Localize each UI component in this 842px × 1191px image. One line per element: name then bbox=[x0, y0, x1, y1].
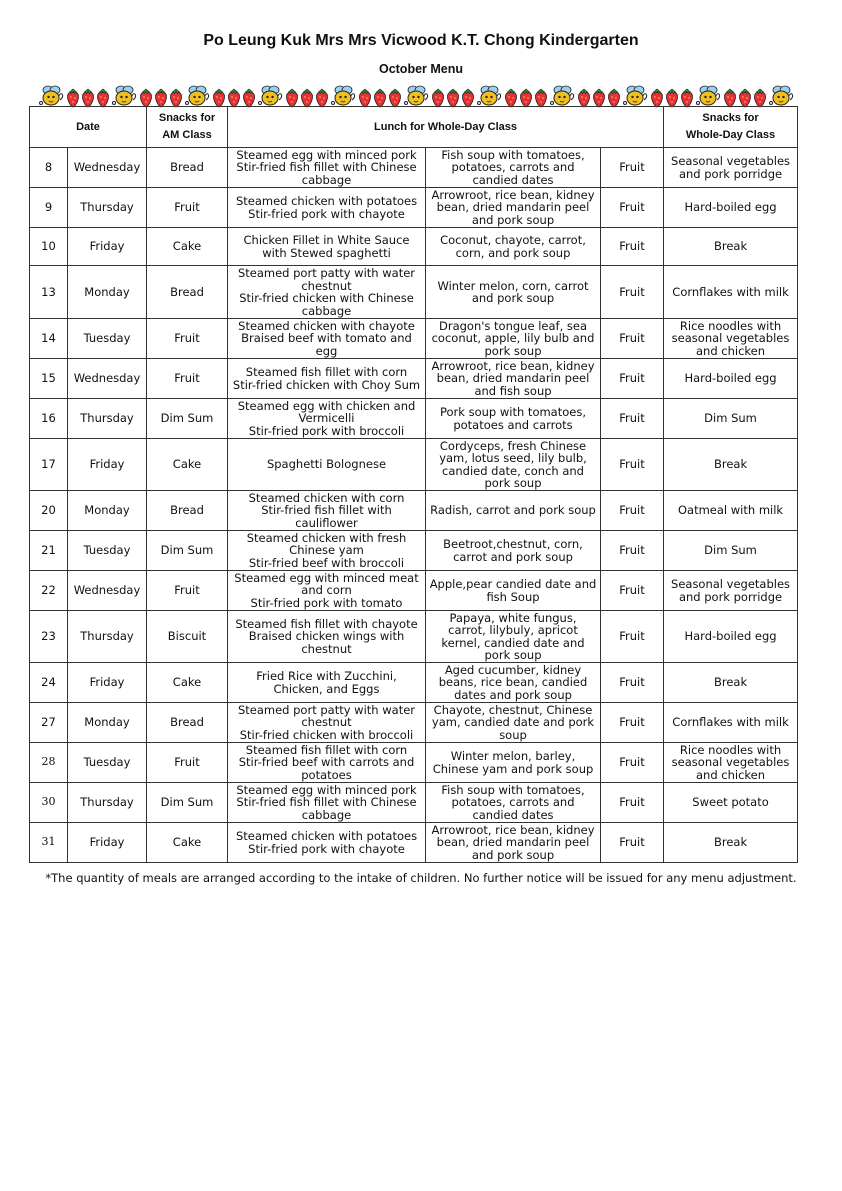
row-lunch-soup: Winter melon, corn, carrot and pork soup bbox=[426, 266, 601, 319]
row-lunch-soup: Chayote, chestnut, Chinese yam, candied date and pork soup bbox=[426, 703, 601, 743]
header-date: Date bbox=[30, 107, 147, 148]
strawberry-icon bbox=[97, 89, 108, 107]
row-wd-snack: Rice noodles with seasonal vegetables and chicken bbox=[664, 743, 798, 783]
strawberry-icon bbox=[82, 89, 93, 107]
row-day: Thursday bbox=[68, 783, 147, 823]
table-row bbox=[30, 228, 798, 266]
row-lunch-soup: Beetroot,chestnut, corn, carrot and pork soup bbox=[426, 531, 601, 571]
row-wd-snack: Dim Sum bbox=[664, 399, 798, 439]
row-lunch-main: Steamed chicken with chayote Braised beef with tomato and egg bbox=[228, 319, 426, 359]
bee-icon bbox=[113, 86, 136, 105]
row-date: 10 bbox=[30, 228, 68, 266]
page-subtitle: October Menu bbox=[378, 62, 464, 76]
row-day: Friday bbox=[68, 439, 147, 491]
page-title: Po Leung Kuk Mrs Mrs Vicwood K.T. Chong Kindergarten bbox=[203, 32, 639, 49]
table-row bbox=[30, 611, 798, 663]
row-lunch-main: Steamed egg with minced pork Stir-fried fish fillet with Chinese cabbage bbox=[228, 148, 426, 188]
row-wd-snack: Hard-boiled egg bbox=[664, 188, 798, 228]
row-lunch-main: Steamed fish fillet with corn Stir-fried beef with carrots and potatoes bbox=[228, 743, 426, 783]
table-row bbox=[30, 531, 798, 571]
row-date: 16 bbox=[30, 399, 68, 439]
footnote: *The quantity of meals are arranged according to the intake of children. No further notice will be issued for any menu adjustment. bbox=[45, 871, 797, 885]
strawberry-icon bbox=[228, 89, 239, 107]
row-fruit: Fruit bbox=[601, 823, 664, 863]
row-wd-snack: Oatmeal with milk bbox=[664, 491, 798, 531]
row-am-snack: Bread bbox=[147, 266, 228, 319]
row-lunch-main: Steamed fish fillet with chayote Braised chicken wings with chestnut bbox=[228, 611, 426, 663]
strawberry-icon bbox=[462, 89, 473, 107]
row-fruit: Fruit bbox=[601, 571, 664, 611]
row-lunch-soup: Pork soup with tomatoes, potatoes and carrots bbox=[426, 399, 601, 439]
row-lunch-main: Steamed egg with minced pork Stir-fried fish fillet with Chinese cabbage bbox=[228, 783, 426, 823]
strawberry-icon bbox=[243, 89, 254, 107]
strawberry-icon bbox=[608, 89, 619, 107]
row-fruit: Fruit bbox=[601, 703, 664, 743]
row-fruit: Fruit bbox=[601, 743, 664, 783]
row-wd-snack: Cornflakes with milk bbox=[664, 703, 798, 743]
row-am-snack: Cake bbox=[147, 663, 228, 703]
row-fruit: Fruit bbox=[601, 319, 664, 359]
header-lunch: Lunch for Whole-Day Class bbox=[228, 107, 664, 148]
strawberry-icon bbox=[155, 89, 166, 107]
table-row bbox=[30, 188, 798, 228]
row-date: 9 bbox=[30, 188, 68, 228]
row-date: 14 bbox=[30, 319, 68, 359]
strawberry-icon bbox=[301, 89, 312, 107]
table-header-row bbox=[30, 107, 798, 148]
row-day: Thursday bbox=[68, 611, 147, 663]
row-date: 24 bbox=[30, 663, 68, 703]
strawberry-icon bbox=[67, 89, 78, 107]
bee-icon bbox=[697, 86, 720, 105]
row-lunch-main: Steamed chicken with potatoes Stir-fried pork with chayote bbox=[228, 823, 426, 863]
row-wd-snack: Break bbox=[664, 663, 798, 703]
row-wd-snack: Seasonal vegetables and pork porridge bbox=[664, 148, 798, 188]
strawberry-icon bbox=[505, 89, 516, 107]
bee-icon bbox=[478, 86, 501, 105]
strawberry-icon bbox=[520, 89, 531, 107]
row-day: Friday bbox=[68, 228, 147, 266]
row-am-snack: Fruit bbox=[147, 743, 228, 783]
row-lunch-main: Steamed egg with chicken and Vermicelli Stir-fried pork with broccoli bbox=[228, 399, 426, 439]
strawberry-icon bbox=[535, 89, 546, 107]
row-lunch-soup: Apple,pear candied date and fish Soup bbox=[426, 571, 601, 611]
row-day: Tuesday bbox=[68, 531, 147, 571]
row-lunch-soup: Fish soup with tomatoes, potatoes, carrots and candied dates bbox=[426, 783, 601, 823]
row-am-snack: Fruit bbox=[147, 188, 228, 228]
row-day: Monday bbox=[68, 491, 147, 531]
table-row bbox=[30, 823, 798, 863]
row-day: Friday bbox=[68, 823, 147, 863]
row-lunch-main: Chicken Fillet in White Sauce with Stewed spaghetti bbox=[228, 228, 426, 266]
row-fruit: Fruit bbox=[601, 359, 664, 399]
row-lunch-main: Steamed chicken with potatoes Stir-fried pork with chayote bbox=[228, 188, 426, 228]
strawberry-icon bbox=[140, 89, 151, 107]
row-wd-snack: Break bbox=[664, 439, 798, 491]
row-lunch-soup: Papaya, white fungus, carrot, lilybuly, apricot kernel, candied date and pork soup bbox=[426, 611, 601, 663]
row-lunch-main: Steamed port patty with water chestnut Stir-fried chicken with broccoli bbox=[228, 703, 426, 743]
bee-icon bbox=[259, 86, 282, 105]
table-row bbox=[30, 743, 798, 783]
row-date: 8 bbox=[30, 148, 68, 188]
table-row bbox=[30, 266, 798, 319]
row-day: Tuesday bbox=[68, 319, 147, 359]
table-row bbox=[30, 703, 798, 743]
row-day: Monday bbox=[68, 703, 147, 743]
row-fruit: Fruit bbox=[601, 266, 664, 319]
row-lunch-soup: Arrowroot, rice bean, kidney bean, dried mandarin peel and pork soup bbox=[426, 188, 601, 228]
row-am-snack: Bread bbox=[147, 148, 228, 188]
strawberry-icon bbox=[447, 89, 458, 107]
strawberry-icon bbox=[213, 89, 224, 107]
strawberry-icon bbox=[739, 89, 750, 107]
row-date: 30 bbox=[30, 783, 68, 823]
row-fruit: Fruit bbox=[601, 439, 664, 491]
table-row bbox=[30, 319, 798, 359]
strawberry-icon bbox=[651, 89, 662, 107]
bee-icon bbox=[332, 86, 355, 105]
table-row bbox=[30, 571, 798, 611]
table-row bbox=[30, 783, 798, 823]
row-lunch-soup: Arrowroot, rice bean, kidney bean, dried mandarin peel and pork soup bbox=[426, 823, 601, 863]
row-lunch-main: Fried Rice with Zucchini, Chicken, and Eggs bbox=[228, 663, 426, 703]
row-day: Tuesday bbox=[68, 743, 147, 783]
row-wd-snack: Dim Sum bbox=[664, 531, 798, 571]
row-day: Friday bbox=[68, 663, 147, 703]
strawberry-icon bbox=[286, 89, 297, 107]
row-wd-snack: Hard-boiled egg bbox=[664, 359, 798, 399]
row-day: Wednesday bbox=[68, 571, 147, 611]
row-fruit: Fruit bbox=[601, 148, 664, 188]
table-row bbox=[30, 663, 798, 703]
row-day: Monday bbox=[68, 266, 147, 319]
row-fruit: Fruit bbox=[601, 663, 664, 703]
header-am-snack bbox=[147, 107, 228, 148]
row-lunch-soup: Aged cucumber, kidney beans, rice bean, candied dates and pork soup bbox=[426, 663, 601, 703]
row-fruit: Fruit bbox=[601, 399, 664, 439]
row-day: Thursday bbox=[68, 399, 147, 439]
strawberry-icon bbox=[170, 89, 181, 107]
bee-icon bbox=[405, 86, 428, 105]
header-wd-snack-line2: Whole-Day Class bbox=[685, 129, 776, 141]
strawberry-icon bbox=[432, 89, 443, 107]
row-wd-snack: Seasonal vegetables and pork porridge bbox=[664, 571, 798, 611]
row-am-snack: Bread bbox=[147, 491, 228, 531]
row-date: 15 bbox=[30, 359, 68, 399]
row-wd-snack: Hard-boiled egg bbox=[664, 611, 798, 663]
row-lunch-soup: Dragon's tongue leaf, sea coconut, apple, lily bulb and pork soup bbox=[426, 319, 601, 359]
row-lunch-soup: Fish soup with tomatoes, potatoes, carrots and candied dates bbox=[426, 148, 601, 188]
bee-icon bbox=[624, 86, 647, 105]
row-am-snack: Biscuit bbox=[147, 611, 228, 663]
row-wd-snack: Sweet potato bbox=[664, 783, 798, 823]
row-am-snack: Bread bbox=[147, 703, 228, 743]
row-wd-snack: Rice noodles with seasonal vegetables and chicken bbox=[664, 319, 798, 359]
strawberry-icon bbox=[724, 89, 735, 107]
row-am-snack: Cake bbox=[147, 228, 228, 266]
row-lunch-main: Steamed chicken with fresh Chinese yam Stir-fried beef with broccoli bbox=[228, 531, 426, 571]
row-fruit: Fruit bbox=[601, 188, 664, 228]
strawberry-icon bbox=[666, 89, 677, 107]
row-fruit: Fruit bbox=[601, 783, 664, 823]
bee-icon bbox=[40, 86, 63, 105]
row-am-snack: Dim Sum bbox=[147, 783, 228, 823]
menu-table bbox=[29, 106, 798, 863]
table-row bbox=[30, 148, 798, 188]
row-date: 22 bbox=[30, 571, 68, 611]
bee-icon bbox=[186, 86, 209, 105]
row-date: 27 bbox=[30, 703, 68, 743]
row-am-snack: Dim Sum bbox=[147, 399, 228, 439]
header-am-snack-line2: AM Class bbox=[162, 129, 212, 141]
row-date: 23 bbox=[30, 611, 68, 663]
table-row bbox=[30, 399, 798, 439]
row-am-snack: Fruit bbox=[147, 359, 228, 399]
row-lunch-soup: Coconut, chayote, carrot, corn, and pork soup bbox=[426, 228, 601, 266]
header-wd-snack-line1: Snacks for bbox=[702, 112, 759, 124]
row-lunch-main: Steamed chicken with corn Stir-fried fish fillet with cauliflower bbox=[228, 491, 426, 531]
row-date: 13 bbox=[30, 266, 68, 319]
row-lunch-soup: Cordyceps, fresh Chinese yam, lotus seed, lily bulb, candied date, conch and pork soup bbox=[426, 439, 601, 491]
row-date: 31 bbox=[30, 823, 68, 863]
strawberry-icon bbox=[681, 89, 692, 107]
row-lunch-soup: Radish, carrot and pork soup bbox=[426, 491, 601, 531]
row-fruit: Fruit bbox=[601, 531, 664, 571]
decorative-border bbox=[38, 84, 808, 108]
row-fruit: Fruit bbox=[601, 611, 664, 663]
row-date: 17 bbox=[30, 439, 68, 491]
row-date: 21 bbox=[30, 531, 68, 571]
row-day: Wednesday bbox=[68, 148, 147, 188]
row-am-snack: Fruit bbox=[147, 571, 228, 611]
row-wd-snack: Break bbox=[664, 228, 798, 266]
row-lunch-main: Steamed port patty with water chestnut Stir-fried chicken with Chinese cabbage bbox=[228, 266, 426, 319]
header-wd-snack bbox=[664, 107, 798, 148]
row-fruit: Fruit bbox=[601, 228, 664, 266]
row-wd-snack: Break bbox=[664, 823, 798, 863]
strawberry-icon bbox=[359, 89, 370, 107]
strawberry-icon bbox=[389, 89, 400, 107]
row-date: 28 bbox=[30, 743, 68, 783]
strawberry-icon bbox=[754, 89, 765, 107]
row-wd-snack: Cornflakes with milk bbox=[664, 266, 798, 319]
row-lunch-main: Steamed fish fillet with corn Stir-fried chicken with Choy Sum bbox=[228, 359, 426, 399]
bee-icon bbox=[551, 86, 574, 105]
row-date: 20 bbox=[30, 491, 68, 531]
row-am-snack: Cake bbox=[147, 439, 228, 491]
row-lunch-main: Steamed egg with minced meat and corn Stir-fried pork with tomato bbox=[228, 571, 426, 611]
strawberry-icon bbox=[316, 89, 327, 107]
row-day: Wednesday bbox=[68, 359, 147, 399]
bee-icon bbox=[770, 86, 793, 105]
strawberry-icon bbox=[578, 89, 589, 107]
row-am-snack: Dim Sum bbox=[147, 531, 228, 571]
row-lunch-main: Spaghetti Bolognese bbox=[228, 439, 426, 491]
row-am-snack: Fruit bbox=[147, 319, 228, 359]
table-row bbox=[30, 439, 798, 491]
strawberry-icon bbox=[374, 89, 385, 107]
table-row bbox=[30, 359, 798, 399]
header-am-snack-line1: Snacks for bbox=[158, 112, 216, 124]
row-lunch-soup: Arrowroot, rice bean, kidney bean, dried mandarin peel and fish soup bbox=[426, 359, 601, 399]
row-fruit: Fruit bbox=[601, 491, 664, 531]
strawberry-icon bbox=[593, 89, 604, 107]
row-am-snack: Cake bbox=[147, 823, 228, 863]
table-row bbox=[30, 491, 798, 531]
row-lunch-soup: Winter melon, barley, Chinese yam and pork soup bbox=[426, 743, 601, 783]
row-day: Thursday bbox=[68, 188, 147, 228]
